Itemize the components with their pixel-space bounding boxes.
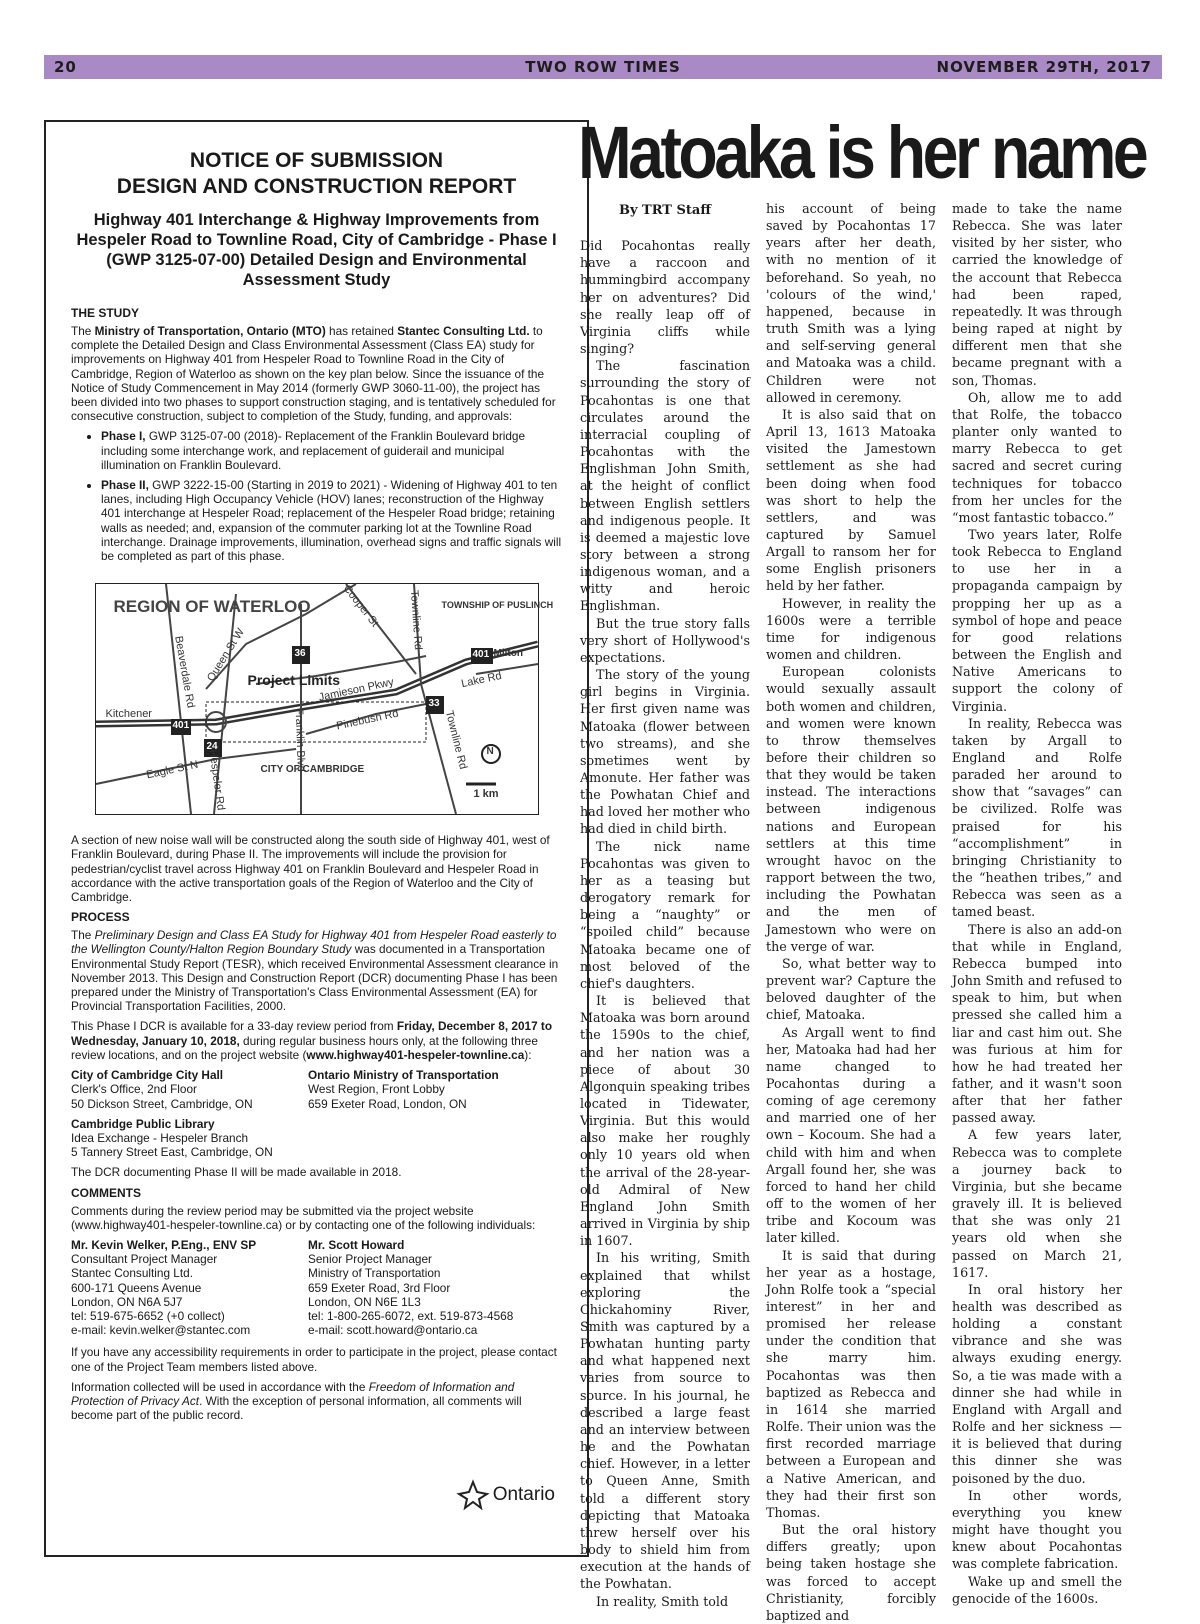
map-region-label: REGION OF WATERLOO [113, 597, 311, 617]
article-paragraph: There is also an add-on that while in England, Rebecca bumped into John Smith and refused to speak to him, but when pressed she called him a liar and cast him out. She was furious at him for how he had treated her father, and it wasn't soon after that her father passed away. [952, 921, 1122, 1126]
map-road-label: Jamieson Pkwy [317, 676, 395, 705]
article-paragraph: It is believed that Matoaka was born around the 1590s to the chief, and her nation was a piece of about 30 Algonquin speaking tribes located in Tidewater, Virginia. But this would also make her roughly only 10 years old when the arrival of the 28-year-old Admiral of New England John Smith arrived in Virginia by ship in 1607. [580, 993, 750, 1249]
map-shield: 24 [206, 741, 218, 753]
map-north-label: N [486, 746, 494, 758]
study-paragraph: The Ministry of Transportation, Ontario (MTO) has retained Stantec Consulting Ltd. to complete the Detailed Design and Class Environmental Assessment (Class EA) study for improvements on Highway 401 from Hespeler Road to Townline Road in the City of Cambridge, Region of Waterloo as shown on the key plan below. Since the issuance of the Notice of Study Commencement in May 2014 (formerly GWP 3060-11-00), the project has been divided into two phases to support construction staging, and is tentatively scheduled for consecutive construction, subject to completion of the Study, funding, and approvals: [71, 324, 556, 424]
map-project-limits-label: Project Limits [247, 672, 341, 689]
article-paragraph: So, what better way to prevent war? Capture the beloved daughter of the chief, Matoaka. [766, 955, 936, 1023]
phase1-item: • Phase I, GWP 3125-07-00 (2018)- Replacement of the Franklin Boulevard bridge including some interchange work, and replacement of guiderail and municipal illumination on Franklin Boulevard. [101, 429, 562, 472]
map-road-label: Cooper St [340, 583, 381, 630]
article-paragraph: Two years later, Rolfe took Rebecca to England to use her in a propaganda campaign by propping her up as a symbol of hope and peace for good relations between the English and Native Americans to support the colony of Virginia. [952, 526, 1122, 714]
comments-heading: COMMENTS [71, 1185, 141, 1200]
map-road-label: Lake Rd [459, 670, 503, 691]
ontario-logo-text: Ontario [492, 1484, 555, 1505]
study-heading: THE STUDY [71, 306, 140, 320]
key-plan-map [95, 583, 554, 815]
map-road-label: Queen St W [204, 626, 247, 684]
notice-subtitle: Highway 401 Interchange & Highway Improvements from Hespeler Road to Townline Road, City of Cambridge - Phase I (GWP 3125-07-00) Detailed Design and Environmental Assessment Study [76, 211, 557, 289]
contact-stantec: Mr. Kevin Welker, P.Eng., ENV SP Consultant Project Manager Stantec Consulting Ltd. 600-171 Queens Avenue London, ON N6A 5J7 tel: 519-675-6652 (+0 collect) e-mail: kevin.welker@stantec.com [71, 1237, 257, 1338]
article-headline: Matoaka is her name [578, 111, 1146, 194]
article-paragraph: As Argall went to find her, Matoaka had had her name changed to Pocahontas during a coming of age ceremony and married one of her own – Kocoum. She had a child with him and when Argall found her, she was forced to hand her child off to the women of her tribe and Kocoum was later killed. [766, 1024, 936, 1246]
article-paragraph: In oral history her health was described as holding a constant vibrance and she was always exuding energy. So, a tie was made with a dinner she had while in England with Argall and Rolfe and her sickness — it is believed that during this dinner she was poisoned by the duo. [952, 1281, 1122, 1486]
map-road-label: Franklin Blvd [292, 708, 307, 773]
notice-title-line2: DESIGN AND CONSTRUCTION REPORT [116, 175, 517, 198]
public-notice-ad [44, 120, 589, 1557]
masthead-bar [44, 55, 1162, 79]
phase-list [71, 429, 562, 563]
map-shield: 33 [428, 698, 440, 710]
accessibility-paragraph: If you have any accessibility requirements in order to participate in the project, please contact one of the Project Team members listed above. [71, 1345, 557, 1374]
notice-title-line1: NOTICE OF SUBMISSION [189, 149, 444, 172]
article-paragraph: European colonists would sexually assault both women and children, and women were known to throw themselves before their children so that they would be taken instead. The interactions between indigenous nations and European settlers at this time wrought havoc on the rapport between the two, including the Powhatan and the men of Jamestown who were on the verge of war. [766, 664, 936, 954]
article-paragraph: his account of being saved by Pocahontas 17 years after her death, with no mention of it beforehand. So yeah, no 'colours of the wind,' happened, because in truth Smith was a lying and self-serving general and Matoaka was a child. Children were not allowed in ceremony. [766, 201, 936, 405]
map-kitchener-label: Kitchener [105, 708, 152, 721]
map-road-label: Pinebush Rd [334, 707, 400, 733]
ontario-logo [457, 1480, 555, 1510]
article-paragraph: But the oral history differs greatly; upon being taken hostage she was forced to accept Christianity, forcibly baptized and [766, 1522, 936, 1623]
article-paragraph: In his writing, Smith explained that whilst exploring the Chickahominy River, Smith was captured by a Powhatan hunting party and what happened next varies from source to source. In his journal, he described a large feast and an interview between he and the Powhatan chief. However, in a letter to Queen Anne, Smith told a different story depicting that Matoaka threw herself over his body to shield him from execution at the hands of the Powhatan. [580, 1250, 750, 1592]
location-mto: Ontario Ministry of Transportation West Region, Front Lobby 659 Exeter Road, London, ON [308, 1068, 499, 1111]
publication-title: TWO ROW TIMES [525, 58, 681, 76]
notice-title [71, 148, 562, 200]
article-paragraph: Did Pocahontas really have a raccoon and hummingbird accompany her on adventures? Did she really leap off of Virginia cliffs while singing? [580, 238, 750, 357]
article-column-1 [580, 200, 750, 1610]
process-paragraph: The Preliminary Design and Class EA Study for Highway 401 from Hespeler Road easterly to the Wellington County/Halton Region Boundary Study was documented in a Transportation Environmental Study Report (TESR), which received Environmental Assessment clearance in November 2013. This Design and Construction Report (DCR) documenting Phase I has been prepared under the Ministry of Transportation's Class Environmental Assessment (EA) for Provincial Transportation Facilities, 2000. [71, 928, 559, 1014]
map-road-label: Eagle St N [144, 758, 199, 782]
noise-wall-paragraph: A section of new noise wall will be constructed along the south side of Highway 401, west of Franklin Boulevard, during Phase II. The improvements will include the provision for pedestrian/cyclist travel across Highway 401 on Franklin Boulevard and Hespeler Road in accordance with the active transportation goals of the Region of Waterloo and the City of Cambridge. [71, 833, 550, 905]
phase2-item: • Phase II, GWP 3222-15-00 (Starting in 2019 to 2021) - Widening of Highway 401 to ten lanes, including High Occupancy Vehicle (HOV) lanes; reconstruction of the Highway 401 interchange at Hespeler Road; replacement of the Hespeler Road bridge; retaining walls as needed; and, expansion of the commuter parking lot at the Townline Road interchange. Drainage improvements, illumination, overhead signs and traffic signals will be completed as part of this phase. [101, 478, 562, 563]
article-paragraph: In other words, everything you knew might have thought you knew about Pocahontas was complete fabrication. [952, 1487, 1122, 1572]
map-road-label: Townline Rd [407, 589, 424, 651]
article-column-2 [766, 200, 936, 1624]
article-paragraph: It is also said that on April 13, 1613 Matoaka visited the Jamestown settlement as she had been doing when food was short to help the settlers, and was captured by Samuel Argall to ransom her for some English prisoners held by her father. [766, 406, 936, 594]
map-shield: 401 [472, 649, 490, 661]
review-locations [71, 1068, 562, 1111]
privacy-paragraph: Information collected will be used in accordance with the Freedom of Information and Protection of Privacy Act. With the exception of personal information, all comments will become part of the public record. [71, 1379, 522, 1423]
article-paragraph: A few years later, Rebecca was to complete a journey back to Virginia, but she became gravely ill. It is believed that she was only 21 years old when she passed on March 21, 1617. [952, 1127, 1122, 1280]
map-township-label: TOWNSHIP OF PUSLINCH [441, 600, 554, 611]
review-paragraph: This Phase I DCR is available for a 33-day review period from Friday, December 8, 2017 to Wednesday, January 10, 2018, during regular business hours only, at the following three review locations, and on the project website (www.highway401-hespeler-townline.ca): [71, 1019, 553, 1062]
issue-date: NOVEMBER 29TH, 2017 [936, 58, 1152, 76]
article-paragraph: Oh, allow me to add that Rolfe, the tobacco planter only wanted to marry Rebecca to get sacred and secret curing techniques for tobacco from her uncles for the “most fantastic tobacco.” [952, 389, 1122, 525]
article-byline: By TRT Staff [618, 203, 711, 218]
location-city-hall: City of Cambridge City Hall Clerk's Office, 2nd Floor 50 Dickson Street, Cambridge, ON [71, 1068, 253, 1111]
map-road-label: Townline Rd [442, 709, 469, 771]
map-roads [96, 584, 538, 814]
phase2-note: The DCR documenting Phase II will be made available in 2018. [71, 1165, 402, 1180]
article-paragraph: The fascination surrounding the story of Pocahontas is one that circulates around the interracial coupling of Pocahontas with the Englishman John Smith, at the height of conflict between English settlers and indigenous people. It is deemed a majestic love story between a strong indigenous woman, and a witty and heroic Englishman. [580, 358, 750, 614]
article-paragraph: In reality, Smith told [596, 1593, 729, 1609]
map-milton-label: Milton [493, 648, 523, 660]
map-scale-label: 1 km [473, 788, 499, 801]
article-paragraph: In reality, Rebecca was taken by Argall to England and Rolfe paraded her around to show that “savages” can be civilized. Rolfe was praised for his “accomplishment” in bringing Christianity to the “heathen tribes,” and Rebecca was seen as a tamed beast. [952, 715, 1122, 920]
process-heading: PROCESS [71, 910, 130, 925]
map-road-label: Beaverdale Rd [171, 635, 197, 710]
page-number: 20 [54, 58, 77, 76]
contact-mto: Mr. Scott Howard Senior Project Manager Ministry of Transportation 659 Exeter Road, 3rd Floor London, ON N6E 1L3 tel: 1-800-265-6072, ext. 519-873-4568 e-mail: scott.howard@ontario.ca [308, 1237, 514, 1338]
article-paragraph: However, in reality the 1600s were a terrible time for indigenous women and children. [766, 595, 936, 663]
article-paragraph: made to take the name Rebecca. She was later visited by her sister, who carried the knowledge of the account that Rebecca had been raped, repeatedly. It was through being raped at night by different men that she became pregnant with a son, Thomas. [952, 201, 1122, 388]
article-paragraph: But the true story falls very short of Hollywood's expectations. [580, 615, 750, 665]
trillium-icon [457, 1480, 489, 1510]
article-column-3 [952, 200, 1122, 1607]
location-library: Cambridge Public Library Idea Exchange - Hespeler Branch 5 Tannery Street East, Cambridge, ON [71, 1116, 273, 1160]
map-shield: 36 [294, 648, 306, 660]
map-shield: 401 [172, 720, 190, 732]
comments-paragraph: Comments during the review period may be submitted via the project website (www.highway401-hespeler-townline.ca) or by contacting one of the following individuals: [71, 1203, 536, 1232]
map-city-label: CITY OF CAMBRIDGE [260, 764, 365, 776]
contacts [71, 1238, 562, 1337]
map-road-label: Hespeler Rd [205, 749, 227, 812]
article-paragraph: The story of the young girl begins in Virginia. Her first given name was Matoaka (flower between two streams), and she sometimes went by Amonute. Her father was the Powhatan Chief and had loved her mother who had died in child birth. [580, 667, 750, 837]
article-paragraph: The nick name Pocahontas was given to her as a teasing but derogatory remark for being a “naughty” or “spoiled child” because Matoaka became one of most beloved of the chief's daughters. [580, 838, 750, 991]
article-paragraph: It is said that during her year as a hostage, John Rolfe took a “special interest” in her and promised her release under the condition that she marry him. Pocahontas was then baptized as Rebecca and in 1614 she married Rolfe. Their union was the first recorded marriage between a European and a Native American, and they had their first son Thomas. [766, 1247, 936, 1520]
article-paragraph: Wake up and smell the genocide of the 1600s. [952, 1573, 1122, 1606]
